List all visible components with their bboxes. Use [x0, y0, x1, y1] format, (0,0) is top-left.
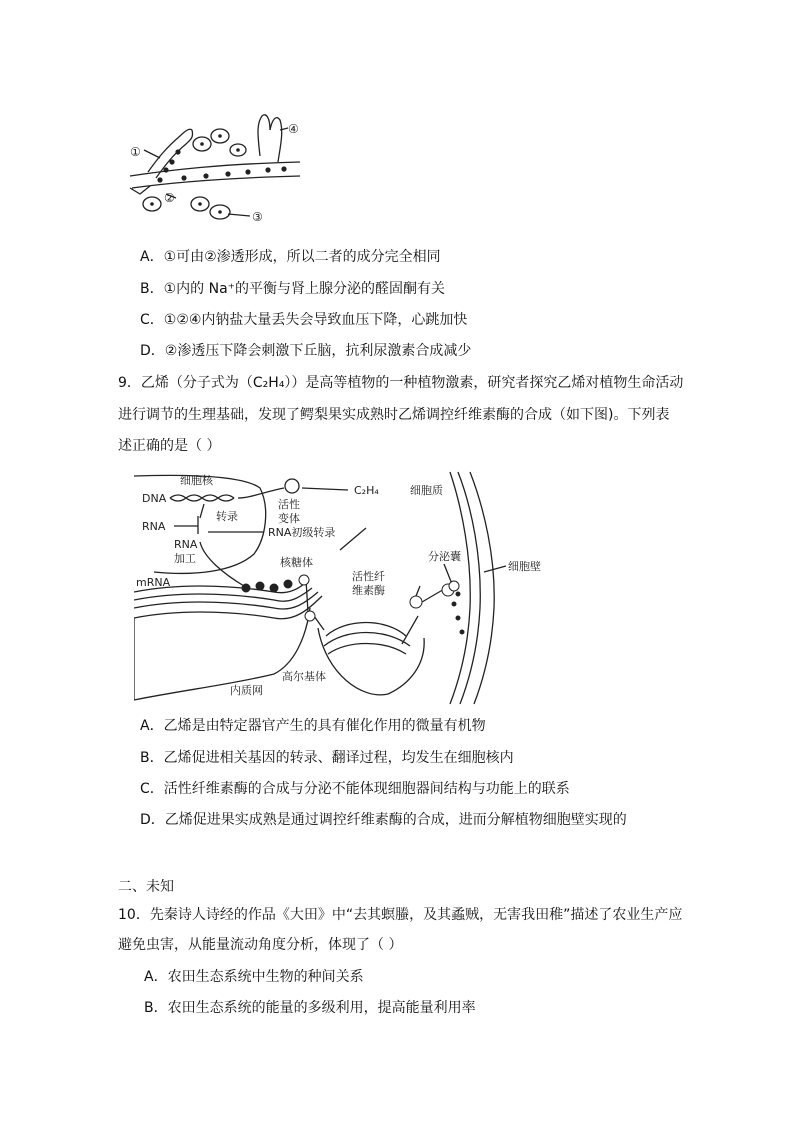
q10-option-b: B．农田生态系统的能量的多级利用，提高能量利用率	[144, 1000, 476, 1016]
label-transcription: 转录	[216, 510, 238, 523]
label-active-1: 活性	[278, 498, 300, 511]
q8-option-b: B．①内的 Na⁺的平衡与肾上腺分泌的醛固酮有关	[140, 281, 446, 297]
body-fluid-diagram	[120, 108, 310, 226]
section-title: 二、未知	[118, 879, 174, 895]
q10-stem-line-1: 10．先秦诗人诗经的作品《大田》中“去其螟螣，及其蟊贼，无害我田稚”描述了农业生产应	[118, 907, 683, 923]
label-2: ②	[164, 191, 175, 205]
label-cellulase-2: 维素酶	[352, 584, 385, 597]
q9-option-a: A．乙烯是由特定器官产生的具有催化作用的微量有机物	[140, 718, 486, 734]
label-nucleus: 细胞核	[180, 474, 213, 487]
q9-stem-line-2: 进行调节的生理基础，发现了鳄梨果实成熟时乙烯调控纤维素酶的合成（如下图)。下列表	[118, 407, 670, 423]
q8-option-a: A．①可由②渗透形成，所以二者的成分完全相同	[140, 249, 441, 265]
label-golgi: 高尔基体	[282, 670, 326, 683]
q10-option-a: A．农田生态系统中生物的种间关系	[144, 969, 364, 985]
label-dna: DNA	[142, 492, 167, 505]
label-rna-processing-2: 加工	[174, 552, 196, 565]
label-er: 内质网	[230, 684, 263, 697]
q9-stem-line-1: 9．乙烯（分子式为（C₂H₄））是高等植物的一种植物激素，研究者探究乙烯对植物生命活动	[118, 375, 684, 391]
q8-option-d: D．②渗透压下降会刺激下丘脑，抗利尿激素合成减少	[140, 343, 472, 359]
label-secretory-vesicle: 分泌囊	[428, 550, 461, 563]
q9-option-d: D．乙烯促进果实成熟是通过调控纤维素酶的合成，进而分解植物细胞壁实现的	[140, 812, 627, 828]
q9-option-c: C．活性纤维素酶的合成与分泌不能体现细胞器间结构与功能上的联系	[140, 781, 570, 797]
label-ribosome: 核糖体	[280, 556, 313, 569]
label-mrna: mRNA	[136, 576, 171, 589]
label-primary-transcript: RNA初级转录	[268, 526, 336, 539]
label-c2h4: C₂H₄	[354, 484, 379, 497]
q8-option-c: C．①②④内钠盐大量丢失会导致血压下降，心跳加快	[140, 312, 468, 328]
q9-stem-line-3: 述正确的是（ ）	[118, 438, 221, 454]
q9-option-b: B．乙烯促进相关基因的转录、翻译过程，均发生在细胞核内	[140, 750, 514, 766]
label-4: ④	[288, 122, 299, 136]
label-cellulase-1: 活性纤	[352, 570, 385, 583]
ethylene-cell-diagram	[134, 468, 634, 708]
label-cytoplasm: 细胞质	[410, 484, 443, 497]
label-1: ①	[130, 145, 141, 159]
label-cell-wall: 细胞壁	[508, 560, 541, 573]
label-rna-processing-1: RNA	[174, 538, 198, 551]
label-rna: RNA	[142, 520, 166, 533]
label-active-2: 变体	[278, 512, 300, 525]
label-3: ③	[252, 210, 263, 224]
q10-stem-line-2: 避免虫害，从能量流动角度分析，体现了（ ）	[118, 937, 403, 953]
